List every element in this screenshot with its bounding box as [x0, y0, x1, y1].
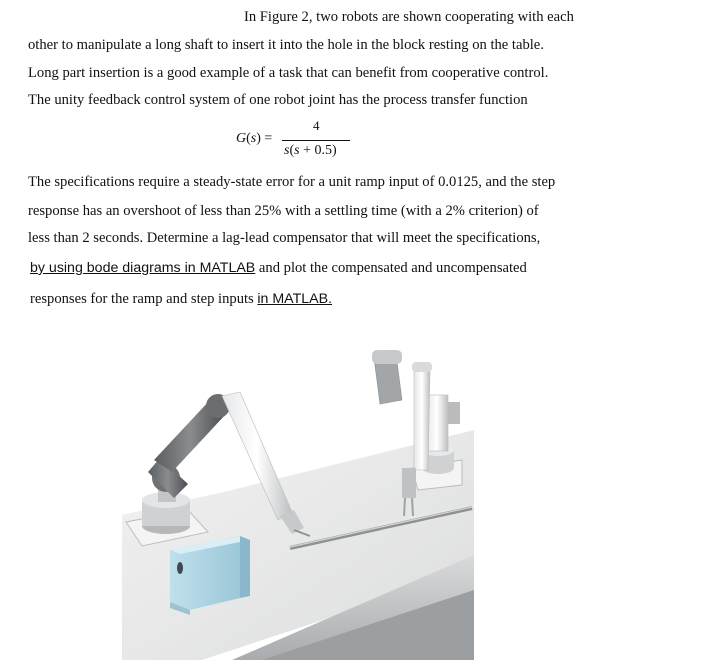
equation-denominator: s(s + 0.5): [284, 143, 337, 158]
equation-lhs: G(s) =: [236, 131, 273, 146]
paragraph2-line1: The specifications require a steady-state error for a unit ramp input of 0.0125, and the step: [28, 174, 556, 190]
paragraph1-line1: In Figure 2, two robots are shown cooperating with each: [244, 9, 574, 25]
paragraph2-line3: less than 2 seconds. Determine a lag-lead compensator that will meet the specifications,: [28, 230, 541, 246]
paragraph2-line5: responses for the ramp and step inputs in MATLAB.: [30, 291, 333, 307]
fraction-bar: [282, 140, 350, 141]
paragraph2-line2: response has an overshoot of less than 25% with a settling time (with a 2% criterion) of: [28, 203, 539, 219]
right-robot-forearm: [414, 368, 430, 470]
paragraph1-line3: Long part insertion is a good example of a task that can benefit from cooperative control.: [28, 65, 549, 81]
matlab-link[interactable]: in MATLAB.: [257, 291, 333, 307]
paragraph1-line4: The unity feedback control system of one robot joint has the process transfer function: [28, 92, 528, 108]
equation-numerator: 4: [313, 118, 320, 133]
two-robots-illustration: [122, 340, 474, 660]
block-hole: [177, 562, 183, 574]
bode-matlab-link[interactable]: by using bode diagrams in MATLAB: [30, 260, 256, 276]
figure-svg: [122, 340, 474, 660]
paragraph1-line2: other to manipulate a long shaft to insert it into the hole in the block resting on the table.: [28, 37, 544, 53]
paragraph2-line4: by using bode diagrams in MATLAB and plot the compensated and uncompensated: [30, 260, 527, 276]
